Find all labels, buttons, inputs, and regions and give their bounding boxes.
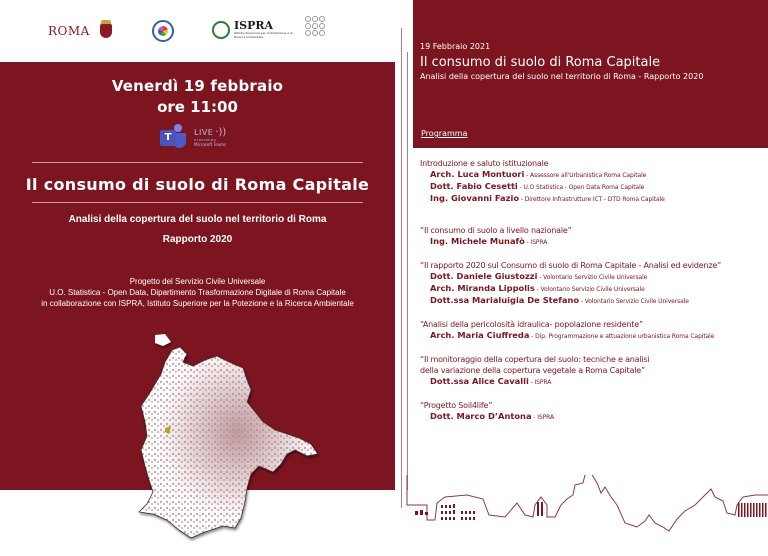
teams-live-badge (160, 124, 226, 150)
event-main-title: Il consumo di suolo di Roma Capitale (25, 175, 370, 194)
title-divider-bottom (32, 202, 363, 203)
speaker-role: - Volontario Servizio Civile Universale (534, 286, 645, 293)
project-line: Progetto del Servizio Civile Universale (129, 277, 266, 286)
speaker-name: Dott.ssa Alice Cavalli (430, 376, 529, 386)
association-logo (305, 16, 350, 46)
program-header (413, 0, 768, 148)
project-line: in collaborazione con ISPRA, Istituto Superiore per la Potezione e la Ricerca Ambientale (41, 299, 354, 308)
speaker-name: Arch. Maria Ciuffreda (430, 330, 530, 340)
session-title: “Il consumo di suolo a livello nazionale” (420, 226, 572, 235)
teams-streaming-label: STREAMING (194, 138, 217, 142)
speaker-name: Arch. Miranda Lippolis (430, 283, 535, 293)
program-title: Il consumo di suolo di Roma Capitale (420, 55, 661, 70)
roma-logo (48, 24, 112, 38)
program-session (420, 158, 765, 205)
teams-product-label: Microsoft Teams (194, 142, 227, 147)
speaker-role: - Assessore all'Urbanistica Roma Capitale (524, 172, 647, 179)
programma-link[interactable]: Programma (421, 129, 468, 138)
project-line: U.O. Statistica - Open Data, Dipartimento Trasformazione Digitale di Roma Capitale (49, 288, 346, 297)
vertical-divider-outer (401, 28, 402, 508)
session-title: “Il monitoraggio della copertura del suolo: tecniche e analisi (420, 355, 650, 364)
speaker-name: Ing. Michele Munafò (430, 236, 525, 246)
rome-skyline-illustration (405, 475, 768, 535)
session-title: “Progetto Soil4life” (420, 401, 493, 410)
session-title: della variazione della copertura vegetale a Roma Capitale” (420, 366, 645, 375)
speaker-name: Arch. Luca Montuori (430, 169, 525, 179)
event-report-year: Rapporto 2020 (162, 234, 233, 245)
rome-land-use-map (135, 332, 330, 542)
speaker (420, 283, 765, 295)
event-day: Venerdì 19 febbraio (111, 77, 284, 95)
speaker-role: - Volontario Servizio Civile Universale (537, 274, 648, 281)
program-session (420, 400, 765, 423)
session-title: Introduzione e saluto istituzionale (420, 159, 549, 168)
speaker-role: - Dip. Programmazione e attuazione urbanistica Roma Capitale (529, 333, 715, 340)
session-title: “Il rapporto 2020 sul Consumo di suolo di Roma Capitale - Analisi ed evidenze” (420, 261, 722, 270)
servizio-civile-logo-icon (152, 20, 174, 42)
speaker-role: - ISPRA (524, 239, 548, 246)
microsoft-teams-icon: T (160, 124, 188, 150)
session-title: “Analisi della pericolosità idraulica- popolazione residente” (420, 320, 643, 329)
speaker (420, 236, 765, 248)
speaker (420, 169, 765, 181)
speaker-role: - ISPRA (528, 379, 552, 386)
program-session (420, 260, 765, 307)
speaker-name: Dott. Marco D’Antona (430, 411, 532, 421)
logo-bar (0, 0, 395, 62)
roma-shield-icon (100, 24, 112, 38)
ispra-logo-subtext: Istituto Superiore per la Protezione e la Ricerca Ambientale (234, 31, 293, 39)
program-session (420, 319, 765, 342)
vertical-divider-inner (407, 52, 408, 490)
event-time: ore 11:00 (157, 98, 238, 116)
speaker (420, 295, 765, 307)
speaker-role: - Direttore Infrastrutture ICT - DTD Roma Capitale (519, 196, 665, 203)
speaker (420, 181, 765, 193)
speaker-name: Dott. Fabio Cesetti (430, 181, 518, 191)
speaker (420, 411, 765, 423)
title-divider-top (32, 162, 363, 163)
speaker-role: - Volontario Servizio Civile Universale (579, 298, 689, 305)
program-list (420, 158, 765, 435)
program-subtitle: Analisi della copertura del suolo nel territorio di Roma - Rapporto 2020 (420, 72, 704, 81)
speaker-role: - U.O Statistica - Open Data Roma Capitale (517, 184, 645, 191)
italian-emblem-icon (212, 21, 230, 39)
program-session (420, 225, 765, 248)
circles-icon (305, 16, 329, 36)
event-subtitle: Analisi della copertura del suolo nel territorio di Roma (68, 214, 327, 225)
speaker (420, 271, 765, 283)
speaker-role: - ISPRA (531, 414, 554, 421)
speaker-name: Dott. Daniele Giustozzi (430, 271, 538, 281)
ispra-logo (212, 20, 294, 39)
program-date: 19 Febbraio 2021 (420, 42, 491, 51)
speaker-name: Dott.ssa Marialuigia De Stefano (430, 295, 580, 305)
program-session (420, 354, 765, 388)
speaker-name: Ing. Giovanni Fazio (430, 193, 520, 203)
broadcast-waves-icon: ·)) (215, 127, 227, 138)
teams-live-label: LIVE (194, 128, 214, 137)
speaker (420, 330, 765, 342)
ispra-logo-text: ISPRA (234, 19, 274, 32)
roma-logo-text: ROMA (48, 24, 90, 38)
project-credits (0, 276, 395, 309)
speaker (420, 376, 765, 388)
speaker (420, 193, 765, 205)
